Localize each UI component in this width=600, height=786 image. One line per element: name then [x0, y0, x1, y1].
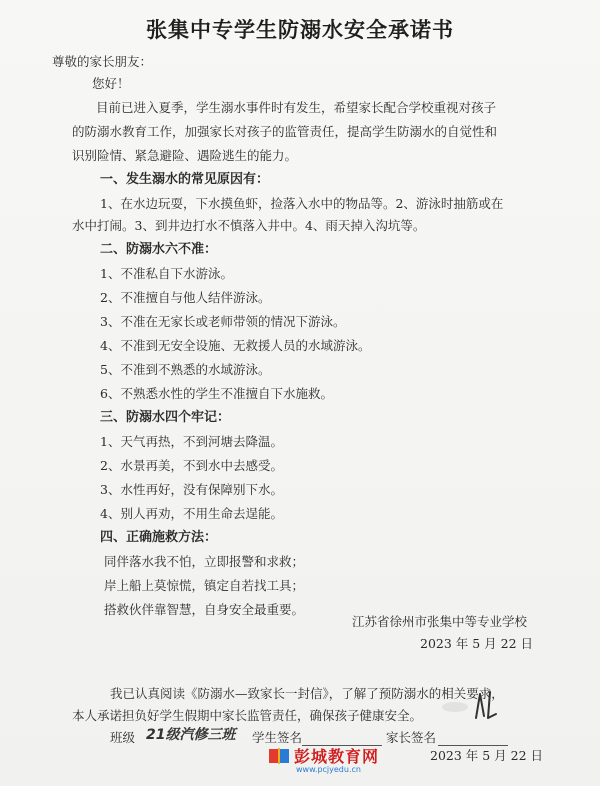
section2-item: 4、不准到无安全设施、无救援人员的水域游泳。 — [100, 338, 371, 353]
watermark-name: 彭城教育网 — [294, 747, 380, 766]
intro-line-1: 目前已进入夏季，学生溺水事件时有发生，希望家长配合学校重视对孩子 — [96, 100, 497, 115]
salutation: 尊敬的家长朋友： — [52, 54, 153, 69]
section4-item: 岸上船上莫惊慌，镇定自若找工具； — [104, 578, 305, 593]
section3-item: 3、水性再好，没有保障别下水。 — [100, 482, 283, 497]
commitment-line-1: 我已认真阅读《防溺水—致家长一封信》，了解了预防溺水的相关要求， — [110, 686, 504, 701]
intro-line-2: 的防溺水教育工作，加强家长对孩子的监管责任，提高学生防溺水的自觉性和 — [72, 124, 498, 139]
watermark-url: www.pcjyedu.cn — [296, 765, 361, 774]
section2-item: 3、不准在无家长或老师带领的情况下游泳。 — [100, 314, 346, 329]
document-title: 张集中专学生防溺水安全承诺书 — [146, 17, 454, 42]
section1-line-1: 1、在水边玩耍，下水摸鱼虾，捡落入水中的物品等。2、游泳时抽筋或在 — [100, 196, 504, 211]
section2-item: 2、不准擅自与他人结伴游泳。 — [100, 290, 271, 305]
section1-heading: 一、发生溺水的常见原因有： — [100, 172, 270, 187]
section1-line-2: 水中打闹。3、到井边打水不慎落入井中。4、雨天掉入沟坑等。 — [72, 218, 426, 233]
school-date: 2023 年 5 月 22 日 — [420, 636, 534, 651]
section4-item: 同伴落水我不怕，立即报警和求救； — [104, 554, 305, 569]
parent-signature-label: 家长签名 — [386, 730, 437, 745]
school-name: 江苏省徐州市张集中等专业学校 — [352, 614, 528, 629]
class-label: 班级 — [110, 730, 136, 745]
parent-signature-line — [438, 745, 508, 746]
greeting: 您好！ — [92, 76, 130, 91]
class-value-handwritten: 21级汽修三班 — [146, 727, 236, 743]
watermark-logo — [268, 741, 383, 781]
section2-heading: 二、防溺水六不准： — [100, 242, 218, 257]
book-icon — [268, 745, 290, 767]
section3-item: 2、水景再美，不到水中去感受。 — [100, 458, 283, 473]
section3-heading: 三、防溺水四个牢记： — [100, 410, 231, 425]
handwritten-signature — [470, 688, 510, 724]
section2-item: 6、不熟悉水性的学生不准擅自下水施救。 — [100, 386, 333, 401]
section4-heading: 四、正确施救方法： — [100, 530, 218, 545]
footer-date: 2023 年 5 月 22 日 — [430, 748, 544, 763]
smudge-mark — [440, 700, 470, 714]
section3-item: 1、天气再热，不到河塘去降温。 — [100, 434, 283, 449]
intro-line-3: 识别险情、紧急避险、遇险逃生的能力。 — [72, 148, 298, 163]
section2-item: 1、不准私自下水游泳。 — [100, 266, 233, 281]
section3-item: 4、别人再劝，不用生命去逞能。 — [100, 506, 283, 521]
section2-item: 5、不准到不熟悉的水域游泳。 — [100, 362, 271, 377]
student-signature-label: 学生签名 — [252, 730, 303, 745]
commitment-line-2: 本人承诺担负好学生假期中家长监管责任，确保孩子健康安全。 — [72, 708, 423, 723]
section4-item: 搭救伙伴靠智慧，自身安全最重要。 — [104, 602, 305, 617]
